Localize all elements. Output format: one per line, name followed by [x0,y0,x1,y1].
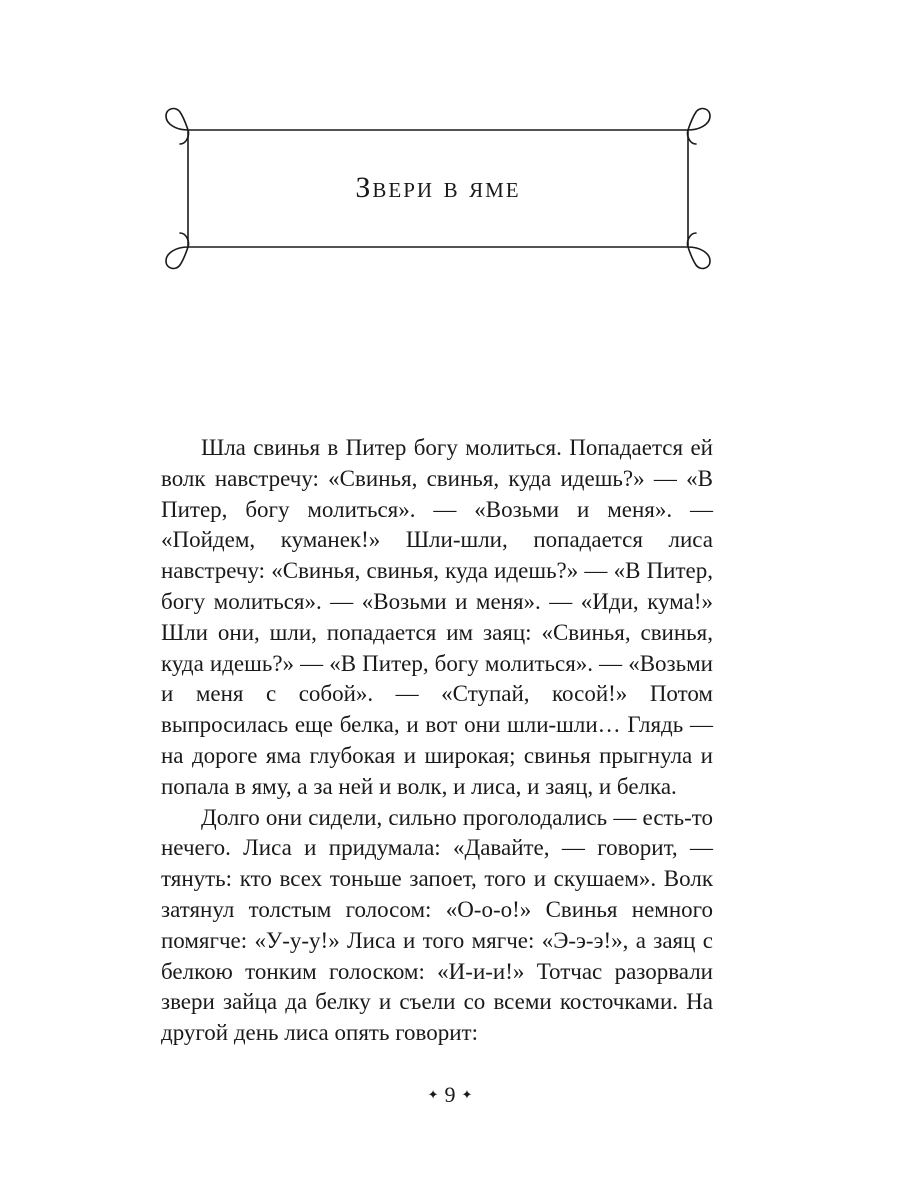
story-text [161,433,713,1049]
ornament-left-icon: ✦ [427,1086,439,1102]
paragraph: Долго они сидели, сильно проголодались — есть-то нечего. Лиса и придумала: «Давайте, — говорит, — тянуть: кто всех тоньше запоет, того и скушаем». Волк затянул толстым голосом: «О-о-о!» Свинья немного помягче: «У-у-у!» Лиса и того мягче: «Э-э-э!», а заяц с белкою тонким голоском: «И-и-и!» Тотчас разорвали звери зайца да белку и съели со всеми косточками. На другой день лиса опять говорит: [161,804,713,1046]
paragraph: Шла свинья в Питер богу молиться. Попадается ей волк навстречу: «Свинья, свинья, куда идешь?» — «В Питер, богу молиться». — «Возьми и меня». — «Пойдем, куманек!» Шли-шли, попадается лиса навстречу: «Свинья, свинья, куда идешь?» — «В Питер, богу молиться». — «Возьми и меня». — «Иди, кума!» Шли они, шли, попадается им заяц: «Свинья, свинья, куда идешь?» — «В Питер, богу молиться». — «Возьми и меня с собой». — «Ступай, косой!» Потом выпросилась еще белка, и вот они шли-шли… Глядь — на дороге яма глубокая и широкая; свинья прыгнула и попала в яму, а за ней и волк, и лиса, и заяц, и белка. [161,435,713,799]
ornament-right-icon: ✦ [461,1086,473,1102]
page-number: 9 [444,1082,456,1107]
chapter-title: Звери в яме [355,171,521,204]
chapter-title-frame [158,100,718,275]
page-footer [0,1080,900,1112]
